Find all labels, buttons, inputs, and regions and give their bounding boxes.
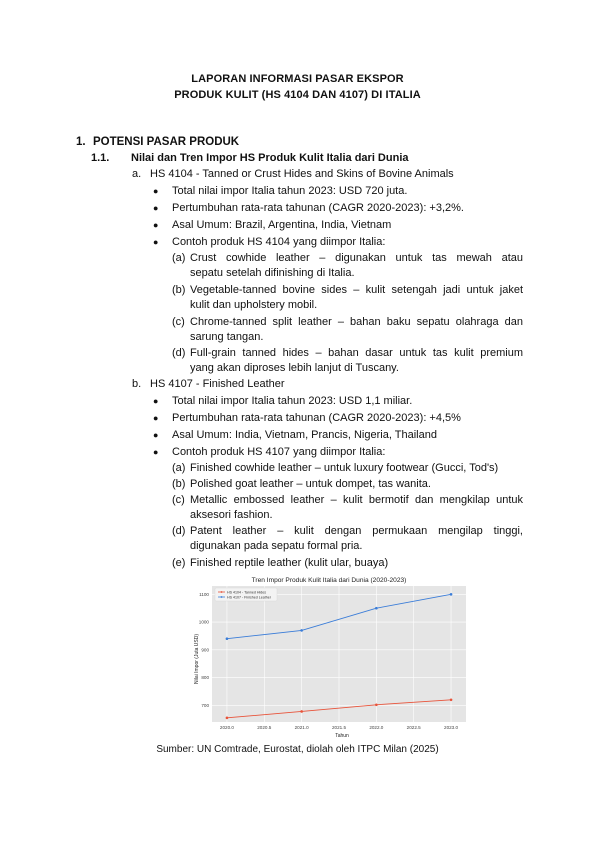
example-marker: (a) [172, 252, 186, 264]
example-text-cont: aksesori fashion. [190, 509, 273, 521]
list-item: Pertumbuhan rata-rata tahunan (CAGR 2020-2023): +4,5% [172, 412, 461, 424]
data-point [300, 629, 303, 632]
bullet-icon: ● [153, 186, 159, 196]
list-item: Total nilai impor Italia tahun 2023: USD 1,1 miliar. [172, 395, 413, 407]
x-tick-label: 2022.5 [406, 725, 421, 730]
hs4104-heading: HS 4104 - Tanned or Crust Hides and Skins of Bovine Animals [150, 168, 454, 180]
import-trend-chart [188, 574, 470, 740]
example-text-cont: sarung tangan. [190, 331, 264, 343]
data-point [226, 717, 229, 720]
section-heading-1 [76, 136, 239, 148]
example-text: Patent leather – kulit dengan permukaan mengilap tinggi, [190, 525, 523, 537]
chart-title: Tren Impor Produk Kulit Italia dari Dunia (2020-2023) [251, 577, 407, 584]
example-marker: (b) [172, 284, 186, 296]
list-item: Contoh produk HS 4104 yang diimpor Italia: [172, 236, 386, 248]
bullet-icon: ● [153, 413, 159, 423]
subsection-heading-1-1 [91, 152, 409, 164]
data-point [450, 593, 453, 596]
example-text: Full-grain tanned hides – bahan dasar untuk tas kulit premium [190, 347, 523, 359]
y-tick-label: 800 [201, 675, 209, 681]
example-marker: (d) [172, 525, 186, 537]
example-marker: (a) [172, 462, 186, 474]
legend-label: HS 4107 - Finished Leather [227, 595, 271, 600]
x-tick-label: 2020.5 [257, 725, 272, 730]
subsection-number: 1.1. [91, 152, 110, 164]
data-point [300, 710, 303, 713]
data-point [375, 703, 378, 706]
example-text: Polished goat leather – untuk dompet, tas wanita. [190, 478, 431, 490]
example-marker: (c) [172, 494, 185, 506]
bullet-icon: ● [153, 430, 159, 440]
data-point [375, 607, 378, 610]
list-marker-b: b. [132, 378, 142, 390]
legend-marker [221, 596, 223, 598]
example-text: Crust cowhide leather – digunakan untuk tas mewah atau [190, 252, 523, 264]
y-tick-label: 900 [201, 647, 209, 653]
example-marker: (e) [172, 557, 186, 569]
example-text: Vegetable-tanned bovine sides – kulit setengah jadi untuk jaket [190, 284, 523, 296]
bullet-icon: ● [153, 237, 159, 247]
x-axis-label: Tahun [335, 733, 349, 739]
list-item: Pertumbuhan rata-rata tahunan (CAGR 2020-2023): +3,2%. [172, 202, 464, 214]
section-title: POTENSI PASAR PRODUK [93, 136, 240, 148]
x-tick-label: 2022.0 [369, 725, 384, 730]
list-item: Asal Umum: Brazil, Argentina, India, Vietnam [172, 219, 392, 231]
subsection-title: Nilai dan Tren Impor HS Produk Kulit Italia dari Dunia [131, 152, 409, 164]
bullet-icon: ● [153, 220, 159, 230]
chart-svg [188, 574, 470, 740]
data-point [450, 698, 453, 701]
list-marker-a: a. [132, 168, 142, 180]
list-item: Total nilai impor Italia tahun 2023: USD 720 juta. [172, 185, 408, 197]
x-tick-label: 2021.0 [294, 725, 309, 730]
source-caption: Sumber: UN Comtrade, Eurostat, diolah oleh ITPC Milan (2025) [156, 744, 439, 755]
bullet-icon: ● [153, 447, 159, 457]
example-text: Finished reptile leather (kulit ular, buaya) [190, 557, 389, 569]
example-marker: (c) [172, 316, 185, 328]
chart-legend [215, 588, 277, 601]
example-text: Chrome-tanned split leather – bahan baku sepatu olahraga dan [190, 316, 523, 328]
example-text-cont: yang akan diproses lebih lanjut di Tuscany. [190, 362, 399, 374]
x-tick-label: 2023.0 [444, 725, 459, 730]
report-title-line2: PRODUK KULIT (HS 4104 DAN 4107) DI ITALIA [174, 89, 421, 101]
bullet-icon: ● [153, 203, 159, 213]
section-number: 1. [76, 136, 86, 148]
report-title-line1: LAPORAN INFORMASI PASAR EKSPOR [191, 73, 404, 85]
example-text-cont: sepatu setelah difinishing di Italia. [190, 267, 355, 279]
list-item: Asal Umum: India, Vietnam, Prancis, Nigeria, Thailand [172, 429, 437, 441]
y-tick-label: 700 [201, 702, 209, 708]
y-axis-label: Nilai Impor (Juta USD) [194, 633, 200, 685]
list-item: Contoh produk HS 4107 yang diimpor Italia: [172, 446, 386, 458]
example-text-cont: kulit dan upholstery mobil. [190, 299, 318, 311]
data-point [226, 637, 229, 640]
example-marker: (d) [172, 347, 186, 359]
bullet-icon: ● [153, 396, 159, 406]
legend-label: HS 4104 - Tanned Hides [227, 590, 267, 595]
example-marker: (b) [172, 478, 186, 490]
example-text: Metallic embossed leather – kulit bermotif dan mengkilap untuk [190, 494, 523, 506]
x-tick-label: 2021.5 [331, 725, 347, 730]
legend-marker [221, 591, 223, 593]
y-tick-label: 1000 [198, 619, 209, 625]
x-tick-label: 2020.0 [219, 725, 234, 730]
hs4107-heading: HS 4107 - Finished Leather [150, 378, 285, 390]
y-tick-label: 1100 [199, 591, 209, 597]
example-text: Finished cowhide leather – untuk luxury footwear (Gucci, Tod's) [190, 462, 499, 474]
example-text-cont: digunakan pada sepatu formal pria. [190, 540, 363, 552]
